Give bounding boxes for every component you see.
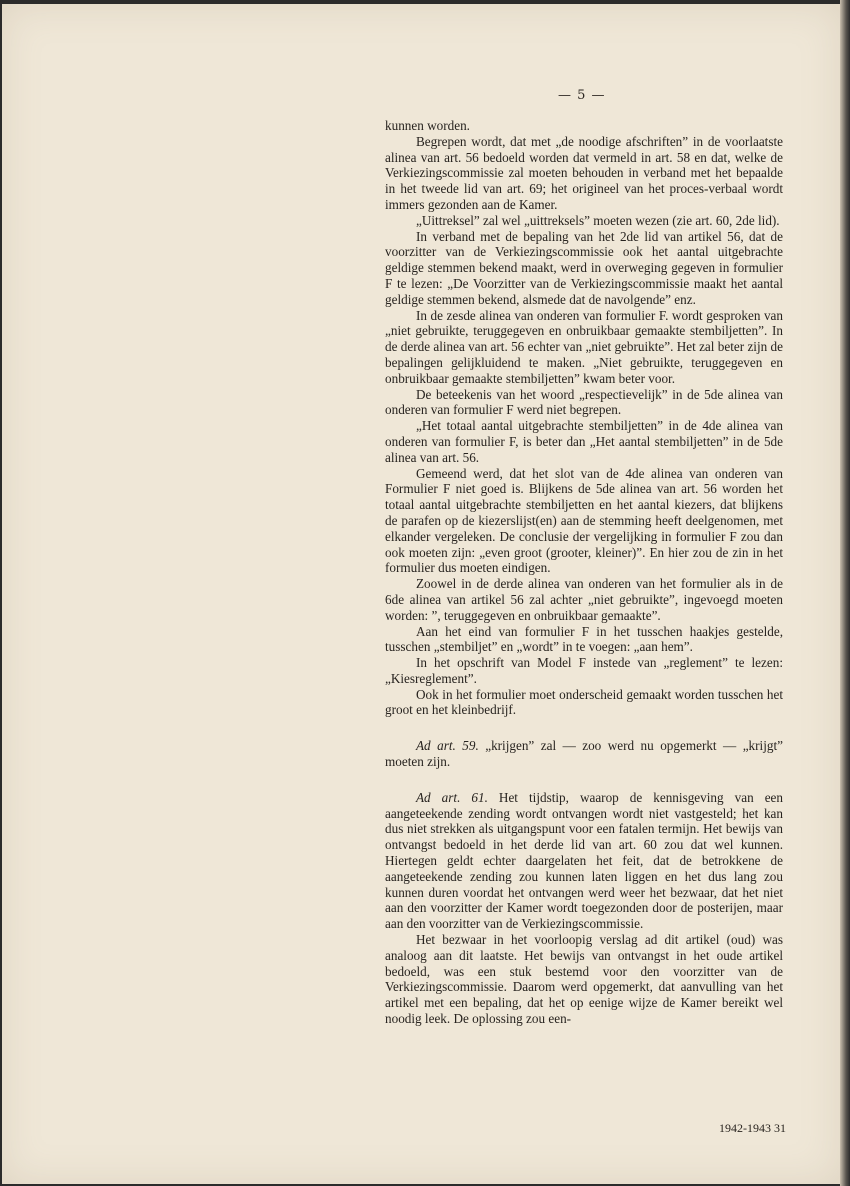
paragraph: kunnen worden. (385, 118, 470, 133)
body-text (385, 118, 783, 1027)
paragraph: Gemeend werd, dat het slot van de 4de alinea van onderen van Formulier F niet goed is. Blijkens de 5de alinea van art. 56 worden het totaal aantal uitgebrachte stembiljetten en het aantal kiezers, dat blijkens de parafen op de kiezerslijst(en) aan de stemming heeft deelgenomen, met elkander vergeleken. De conclusie der vergelijking in formulier F zou dan ook moeten zijn: „even groot (grooter, kleiner)”. En hier zou de zin in het formulier dus moeten eindigen. (385, 465, 783, 576)
paragraph: In de zesde alinea van onderen van formulier F. wordt gesproken van „niet gebruikte, teruggegeven en onbruikbaar gemaakte stembiljetten”. In de derde alinea van art. 56 echter van „niet gebruikte”. Het zal beter zijn de bepalingen gelijkluidend te maken. „Niet gebruikte, teruggegeven en onbruikbaar gemaakte stembiljetten” kwam beter voor. (385, 307, 783, 386)
paragraph: Begrepen wordt, dat met „de noodige afschriften” in de voorlaatste alinea van art. 56 bedoeld worden dat vermeld in art. 58 en dat, welke de Verkiezingscommissie zal moeten behouden in verband met het bepaalde in het tweede lid van art. 69; het origineel van het proces-verbaal wordt immers gezonden aan de Kamer. (385, 133, 783, 212)
paragraph: Ook in het formulier moet onderscheid gemaakt worden tusschen het groot en het kleinbedrijf. (385, 686, 783, 718)
article-61-label: Ad art. 61. (416, 789, 488, 805)
article-61-paragraph (385, 790, 783, 932)
page-number: — 5 — (558, 88, 606, 103)
paragraph: De beteekenis van het woord „respectievelijk” in de 5de alinea van onderen van formulier F werd niet begrepen. (385, 386, 783, 418)
article-59-paragraph (385, 738, 783, 770)
article-61-text: Het tijdstip, waarop de kennisgeving van een aangeteekende zending wordt ontvangen wordt niet vastgesteld; het kan dus niet strekken als uitgangspunt voor een fatalen termijn. Het bewijs van ontvangst bedoeld in het derde lid van art. 60 zou dat wel kunnen. Hiertegen geldt echter daargelaten het feit, dat de betrokkene de aangeteekende zending zou kunnen laten liggen en het dus lang zou kunnen duren voordat het ontvangen werd weer het bezwaar, dat het niet aan den voorzitter der Kamer wordt toegezonden door de posterijen, maar aan den voorzitter van de Verkiezingscommissie. (385, 789, 783, 932)
paragraph: Zoowel in de derde alinea van onderen van het formulier als in de 6de alinea van artikel 56 zal achter „niet gebruikte”, ingevoegd moeten worden: ”, teruggegeven en onbruikbaar gemaakte”. (385, 576, 783, 623)
paragraph: Aan het eind van formulier F in het tusschen haakjes gestelde, tusschen „stembiljet” en „wordt” in te voegen: „aan hem”. (385, 623, 783, 655)
article-59-label: Ad art. 59. (416, 738, 479, 754)
footer-reference: 1942-1943 31 (719, 1121, 786, 1135)
paragraph: „Het totaal aantal uitgebrachte stembiljetten” in de 4de alinea van onderen van formulier F, is beter dan „Het aantal stembiljetten” in de 5de alinea van art. 56. (385, 418, 783, 465)
article-59-text: „krijgen” zal — zoo werd nu opgemerkt — „krijgt” moeten zijn. (385, 738, 783, 770)
document-page (2, 4, 840, 1184)
scan-edge (840, 0, 850, 1186)
paragraph: „Uittreksel” zal wel „uittreksels” moeten wezen (zie art. 60, 2de lid). (416, 212, 780, 228)
paragraph: Het bezwaar in het voorloopig verslag ad dit artikel (oud) was analoog aan dit laatste. Het bewijs van ontvangst in het oude artikel bedoeld, was een stuk bestemd voor den voorzitter van de Verkiezingscommissie. Daarom werd opgemerkt, dat aanvulling van het artikel met een bepaling, dat het op eenige wijze de Kamer bereikt wel noodig leek. De oplossing zou een- (385, 932, 783, 1027)
paragraph: In verband met de bepaling van het 2de lid van artikel 56, dat de voorzitter van de Verkiezingscommissie ook het aantal uitgebrachte geldige stemmen bekend maakt, werd in overweging gegeven in formulier F te lezen: „De Voorzitter van de Verkiezingscommissie maakt het aantal geldige stemmen bekend, alsmede dat de navolgende” enz. (385, 228, 783, 307)
paragraph: In het opschrift van Model F instede van „reglement” te lezen: „Kiesreglement”. (385, 655, 783, 686)
